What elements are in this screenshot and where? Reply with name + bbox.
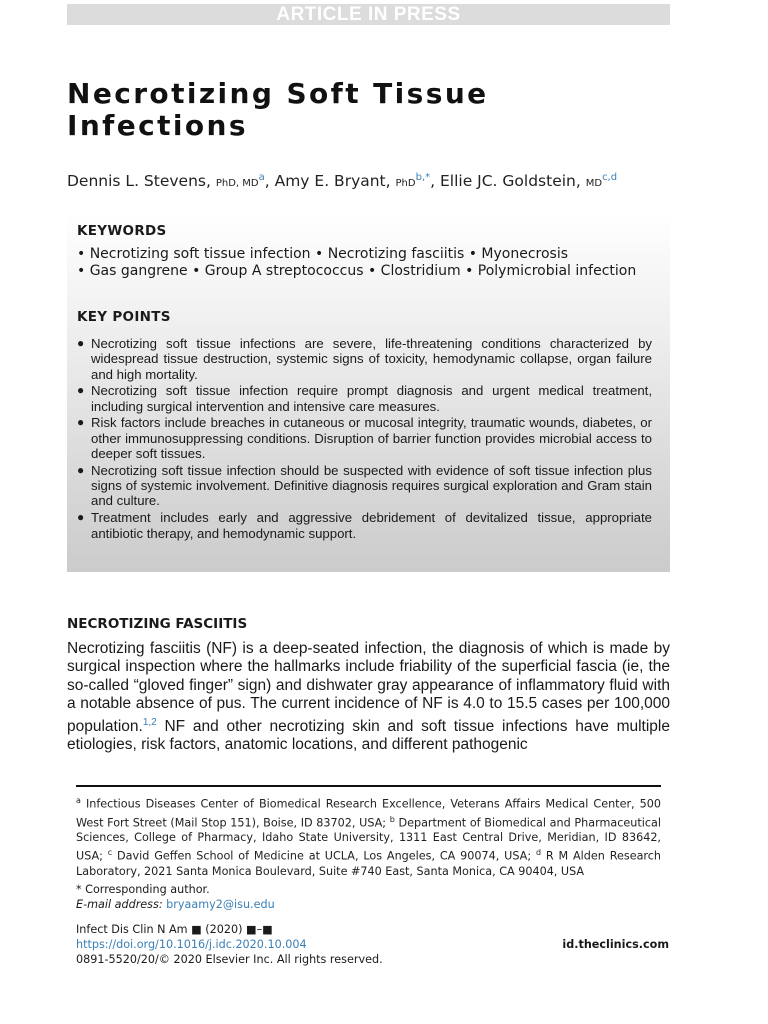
bullet-icon: ● (77, 383, 85, 398)
keywords-line: • Necrotizing soft tissue infection • Necrotizing fasciitis • Myonecrosis (77, 246, 569, 262)
key-points-heading: KEY POINTS (77, 309, 171, 325)
bullet-icon: ● (77, 462, 85, 477)
bullet-icon: ● (77, 510, 85, 525)
author-list: Dennis L. Stevens, PhD, $MD^a$, Amy E. Bryant, PhD$^{b,*}$, Ellie JC. Goldstein, MD$^{c,d}$ (67, 172, 618, 190)
key-point-text: Risk factors include breaches in cutaneous or mucosal integrity, traumatic wounds, diabetes, or other immunosuppressing conditions. Disruption of barrier function provides microbial access to deeper soft tissues. (91, 415, 652, 462)
email-label: E-mail address: (76, 898, 163, 911)
bullet-icon: ● (77, 336, 85, 350)
author-affiliation-mark[interactable]: b,* (415, 172, 431, 183)
author-degree: PhD, MD (215, 178, 259, 189)
keywords-line: • Gas gangrene • Group A streptococcus • Clostridium • Polymicrobial infection (77, 263, 637, 279)
key-point-item (77, 510, 652, 541)
author-name: Dennis L. Stevens, (67, 172, 211, 190)
author-affiliation-mark[interactable]: a (258, 172, 265, 183)
key-points-list (77, 336, 652, 542)
article-in-press-banner: ARTICLE IN PRESS (67, 4, 670, 25)
author-name: Ellie JC. Goldstein, (439, 172, 581, 190)
affiliation-mark: b (389, 814, 395, 824)
key-point-text: Necrotizing soft tissue infection should be suspected with evidence of soft tissue infection plus signs of systemic involvement. Definitive diagnosis requires surgical exploration and Gram stain and culture. (91, 462, 652, 509)
key-point-item (77, 463, 652, 509)
keywords-heading: KEYWORDS (77, 223, 167, 239)
section-heading: NECROTIZING FASCIITIS (67, 616, 248, 632)
key-point-text: Necrotizing soft tissue infections are severe, life-threatening conditions characterized by widespread tissue destruction, systemic signs of toxicity, hemodynamic collapse, organ failure and high mortality. (91, 336, 652, 382)
journal-website: id.theclinics.com (562, 938, 669, 951)
author-degree: MD (585, 178, 603, 189)
paragraph-text: Necrotizing fasciitis (NF) is a deep-seated infection, the diagnosis of which is made by surgical inspection where the hallmarks include friability of the superficial fascia (ie, the so-called “gloved finger” sign) and dishwater gray appearance of inflammatory fluid with a notable absence of pus. The current incidence of NF is 4.0 to 15.5 cases per 100,000 population. (67, 640, 670, 735)
email-link[interactable]: bryaamy2@isu.edu (166, 898, 275, 911)
key-point-text: Necrotizing soft tissue infection require prompt diagnosis and urgent medical treatment, including surgical intervention and intensive care measures. (91, 383, 652, 414)
affiliation-mark: c (107, 848, 113, 858)
affiliation-mark: d (535, 848, 542, 858)
corresponding-author-note: * Corresponding author. (76, 883, 210, 896)
doi-link[interactable]: https://doi.org/10.1016/j.idc.2020.10.004 (76, 938, 307, 951)
reference-link[interactable]: 1,2 (142, 716, 157, 728)
footnote-divider (76, 785, 661, 787)
journal-citation: Infect Dis Clin N Am ■ (2020) ■–■ (76, 923, 273, 936)
affiliation-text: R M Alden Research Laboratory, 2021 Santa Monica Boulevard, Suite #740 East, Santa Monica, CA 90404, USA (76, 850, 662, 879)
affiliations (76, 793, 661, 879)
affiliation-text: Infectious Diseases Center of Biomedical Research Excellence, Veterans Affairs Medical Center, 500 West Fort Street (Mail Stop 151), Boise, ID 83702, USA; (76, 797, 661, 830)
body-paragraph (67, 640, 670, 755)
author-affiliation-mark[interactable]: c,d (602, 172, 618, 183)
email-line (76, 898, 275, 911)
copyright-line: 0891-5520/20/© 2020 Elsevier Inc. All rights reserved. (76, 953, 383, 966)
key-point-item (77, 336, 652, 382)
key-point-item (77, 383, 652, 414)
author-name: Amy E. Bryant, (274, 172, 391, 190)
bullet-icon: ● (77, 415, 85, 430)
affiliation-mark: a (76, 796, 81, 805)
article-title: Necrotizing Soft Tissue Infections (67, 77, 489, 142)
key-point-text: Treatment includes early and aggressive debridement of devitalized tissue, appropriate antibiotic therapy, and hemodynamic support. (91, 510, 652, 541)
key-point-item (77, 415, 652, 461)
author-degree: PhD (395, 178, 416, 189)
paragraph-text: NF and other necrotizing skin and soft tissue infections have multiple etiologies, risk factors, anatomic locations, and different pathogenic (67, 717, 670, 754)
affiliation-text: Department of Biomedical and Pharmaceutical Sciences, College of Pharmacy, Idaho State University, 1311 East Central Drive, Meridian, ID 83642, USA; (76, 816, 661, 864)
affiliation-text: David Geffen School of Medicine at UCLA, Los Angeles, CA 90074, USA; (117, 850, 532, 864)
